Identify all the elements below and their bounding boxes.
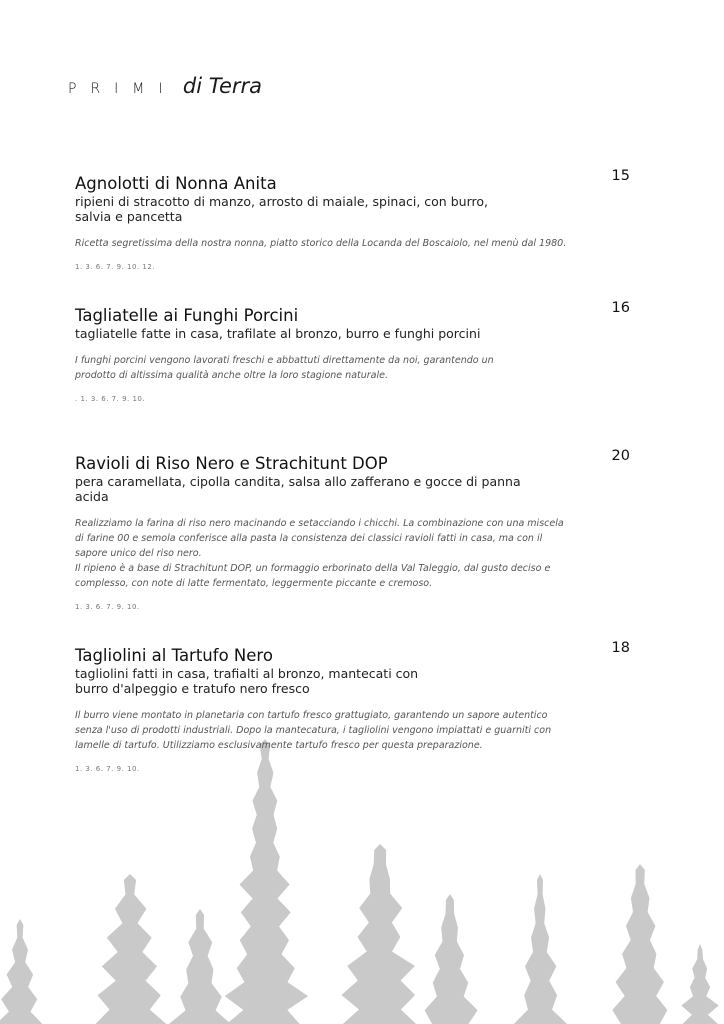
- tree-icon: [225, 739, 308, 1024]
- tree-icon: [169, 909, 231, 1024]
- tree-icon: [681, 944, 718, 1024]
- tree-icon: [514, 874, 567, 1024]
- description-paragraph: Realizziamo la farina di riso nero macinando e setacciando i chicchi. La combinazione con una miscela di farine 00 e semola conferisce alla pasta la consistenza dei classici ravioli fatti in casa, ma con il sapore unico del riso nero.: [75, 518, 564, 559]
- menu-item: [75, 448, 635, 611]
- title-caps: PRIMI: [68, 81, 177, 97]
- dish-price: 18: [611, 640, 630, 656]
- description-paragraph: I funghi porcini vengono lavorati freschi e abbattuti direttamente da noi, garantendo un prodotto di altissima qualità anche oltre la loro stagione naturale.: [75, 355, 494, 381]
- dish-description: [75, 516, 575, 591]
- menu-item: [75, 300, 635, 403]
- page-title: [68, 74, 262, 98]
- dish-description: [75, 353, 535, 383]
- title-italic: di Terra: [182, 74, 263, 98]
- description-paragraph: Il burro viene montato in planetaria con tartufo fresco grattugiato, garantendo un sapore autentico senza l'uso di prodotti industriali. Dopo la mantecatura, i tagliolini vengono impiattati e guarniti con lamelle di tartufo. Utilizziamo esclusivamente tartufo fresco per questa preparazione.: [75, 710, 552, 751]
- allergens: 1. 3. 6. 7. 9. 10.: [75, 765, 140, 773]
- dish-ingredients: tagliolini fatti in casa, trafialti al bronzo, mantecati con burro d'alpeggio e tratufo nero fresco: [75, 666, 419, 696]
- allergens: 1. 3. 6. 7. 9. 10. 12.: [75, 263, 156, 271]
- dish-price: 20: [611, 448, 630, 464]
- tree-icon: [425, 894, 478, 1024]
- description-paragraph: Il ripieno è a base di Strachitunt DOP, un formaggio erborinato della Val Taleggio, dal gusto deciso e complesso, con note di latte fermentato, leggermente piccante e cremoso.: [75, 563, 551, 589]
- allergens: . 1. 3. 6. 7. 9. 10.: [75, 395, 146, 403]
- allergens: 1. 3. 6. 7. 9. 10.: [75, 603, 140, 611]
- dish-price: 15: [611, 168, 630, 184]
- dish-price: 16: [611, 300, 630, 316]
- dish-ingredients: tagliatelle fatte in casa, trafilate al bronzo, burro e funghi porcini: [75, 326, 481, 341]
- tree-icon: [612, 864, 667, 1024]
- dish-description: [75, 708, 575, 753]
- dish-ingredients: ripieni di stracotto di manzo, arrosto di maiale, spinaci, con burro, salvia e pancetta: [75, 194, 488, 224]
- dish-ingredients: pera caramellata, cipolla candita, salsa allo zafferano e gocce di panna acida: [75, 474, 521, 504]
- menu-item: [75, 640, 635, 773]
- tree-icon: [96, 874, 167, 1024]
- menu-item: [75, 168, 635, 271]
- tree-icon: [0, 919, 42, 1024]
- dish-name: Tagliolini al Tartufo Nero: [75, 646, 273, 665]
- dish-description: [75, 236, 575, 251]
- dish-name: Tagliatelle ai Funghi Porcini: [75, 306, 299, 325]
- tree-icon: [341, 844, 416, 1024]
- dish-name: Agnolotti di Nonna Anita: [75, 174, 277, 193]
- dish-name: Ravioli di Riso Nero e Strachitunt DOP: [75, 454, 388, 473]
- description-paragraph: Ricetta segretissima della nostra nonna, piatto storico della Locanda del Boscaiolo, nel menù dal 1980.: [75, 238, 567, 249]
